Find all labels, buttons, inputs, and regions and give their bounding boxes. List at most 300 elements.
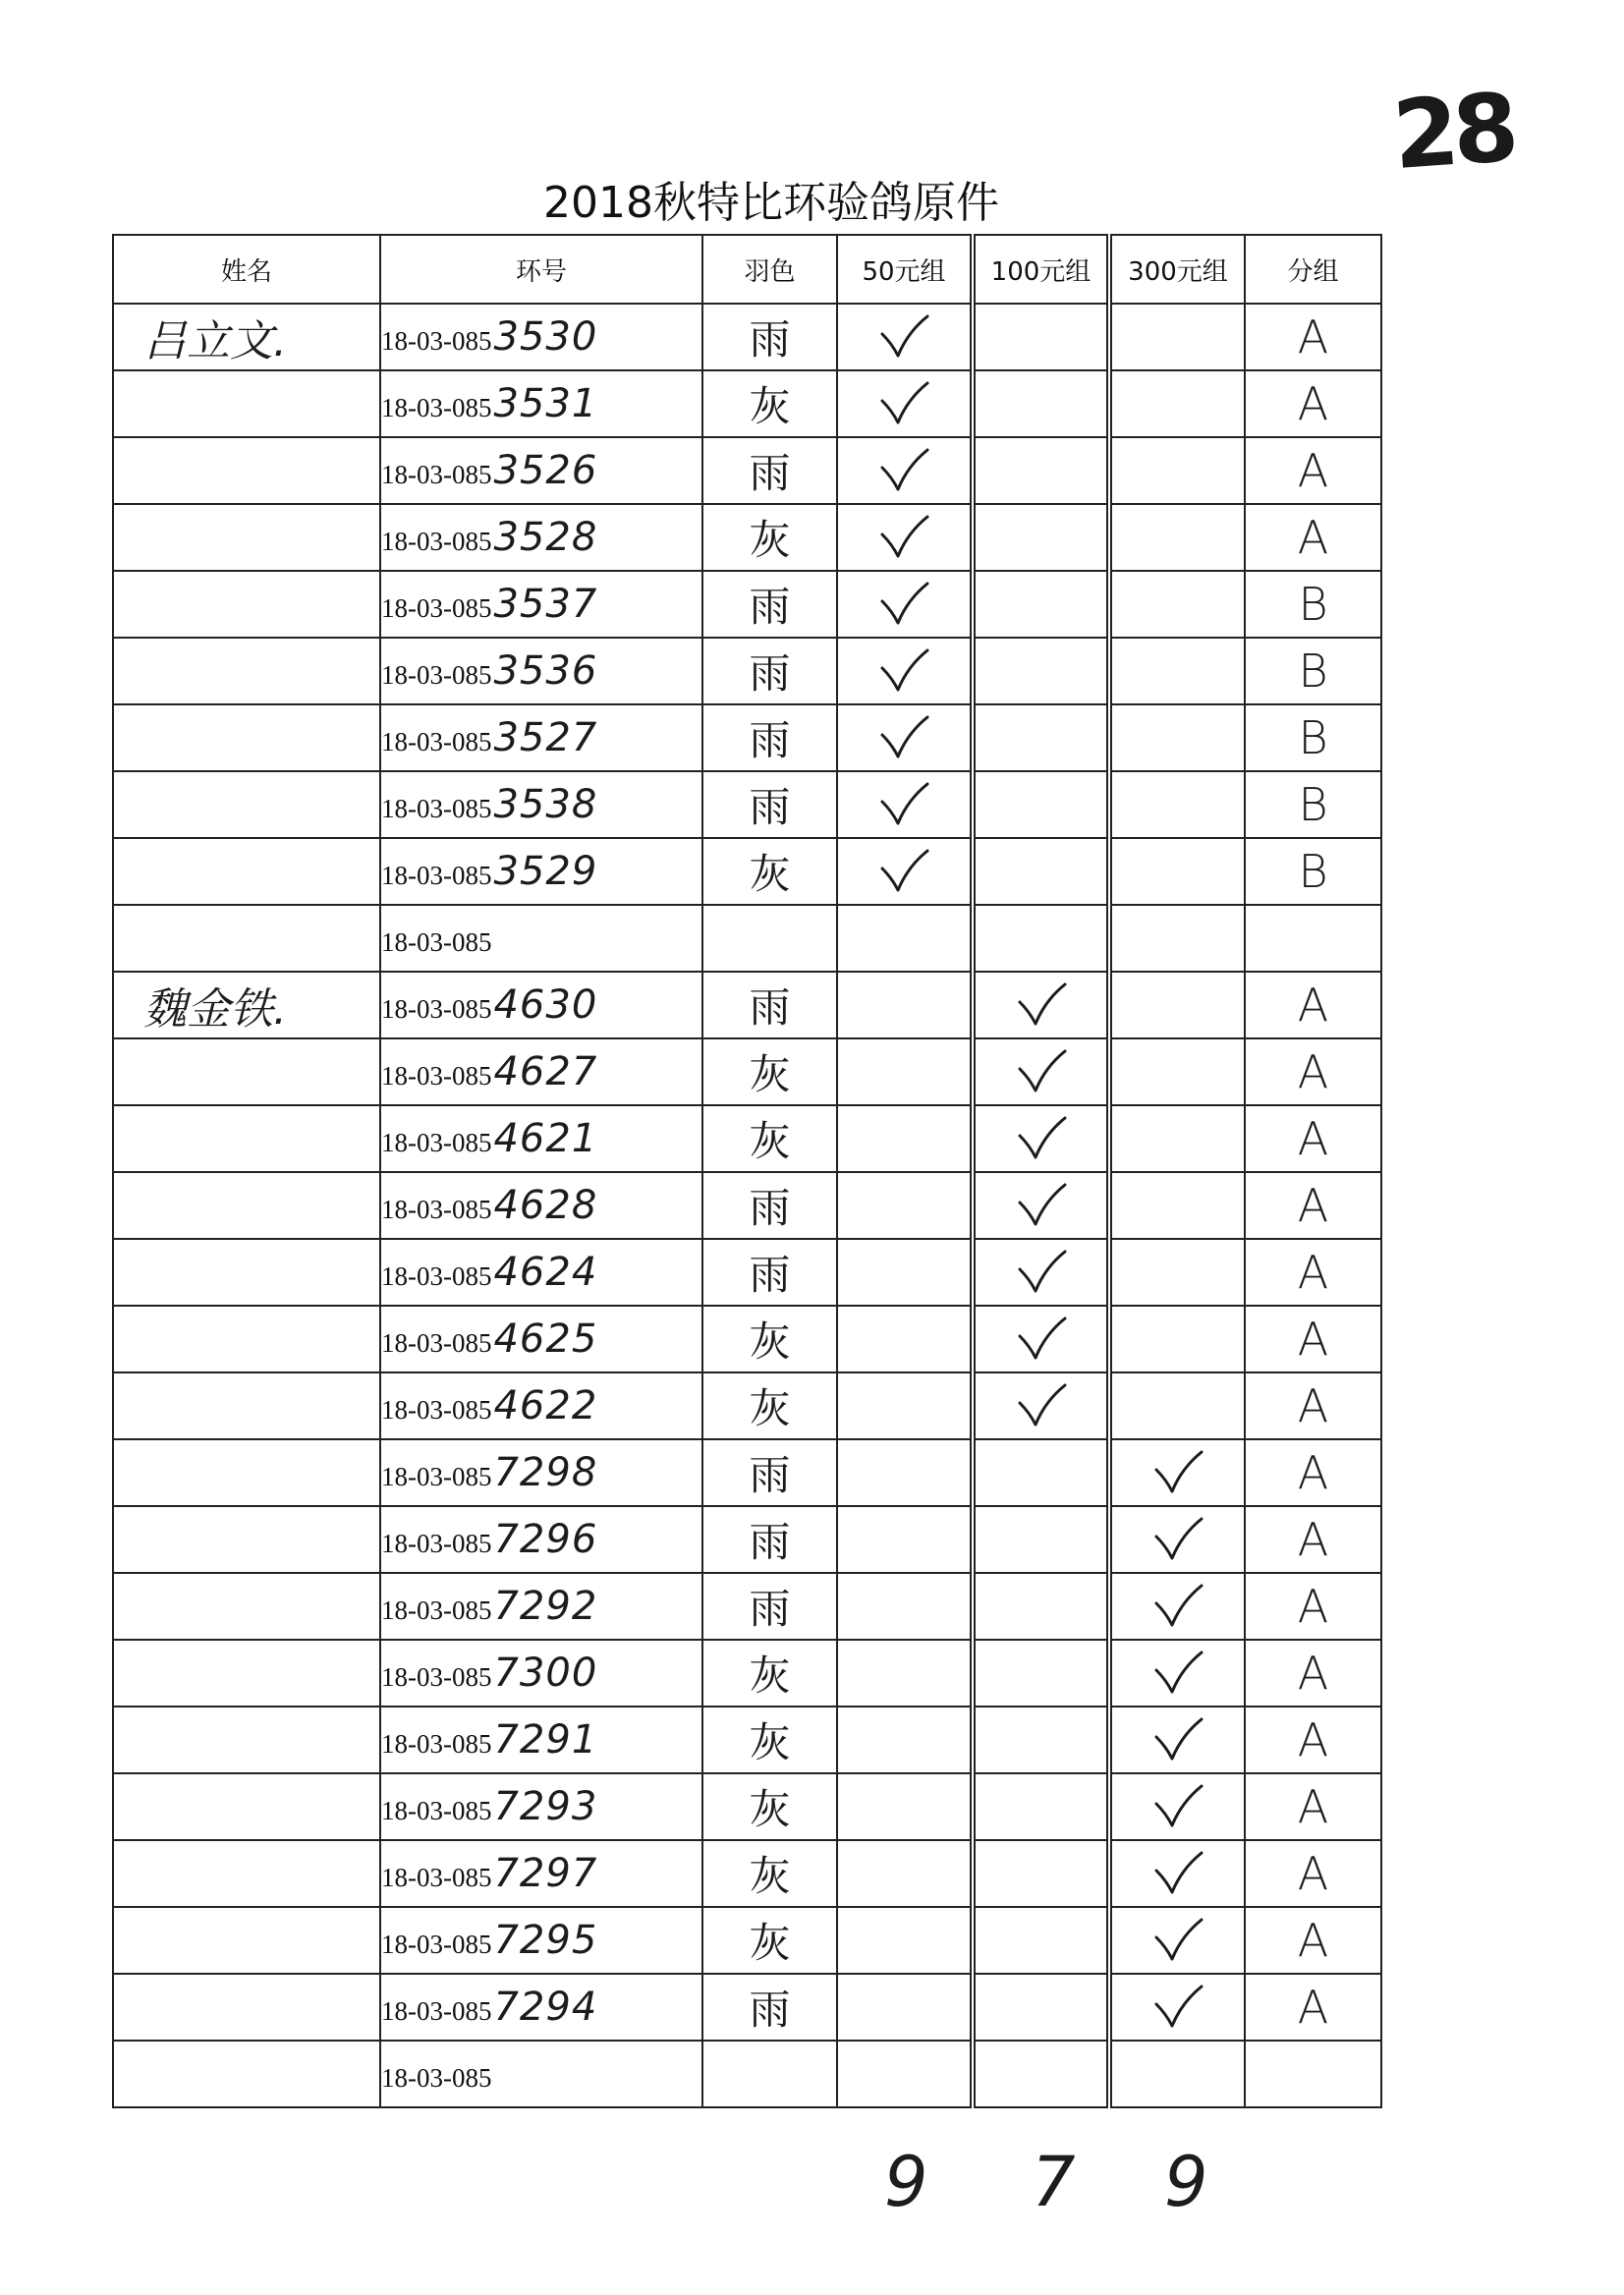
owner-name	[114, 1782, 143, 1832]
group-cell	[1245, 1974, 1381, 2041]
ring-suffix: 3537	[493, 582, 598, 627]
table-row	[113, 304, 1381, 370]
tier-100-cell	[973, 838, 1109, 905]
ring-number-cell	[380, 1172, 702, 1239]
feather-color: 灰	[749, 1117, 791, 1165]
owner-name	[114, 446, 143, 496]
owner-name	[114, 2049, 143, 2099]
tier-50-cell	[837, 838, 973, 905]
tier-100-cell	[973, 1172, 1109, 1239]
table-row	[113, 838, 1381, 905]
tier-300-cell	[1109, 1506, 1245, 1573]
check-mark-icon	[1152, 1985, 1204, 2030]
tier-100-cell	[973, 1974, 1109, 2041]
owner-name	[114, 379, 143, 429]
feather-color: 灰	[749, 382, 791, 430]
ring-number-cell	[380, 1105, 702, 1172]
table-row	[113, 1640, 1381, 1707]
tier-100-cell	[973, 1773, 1109, 1840]
group-cell	[1245, 1439, 1381, 1506]
ring-number-cell	[380, 1239, 702, 1306]
ring-prefix: 18-03-085	[381, 660, 492, 690]
tier-100-cell	[973, 2041, 1109, 2107]
table-row	[113, 1439, 1381, 1506]
tier-50-cell	[837, 1907, 973, 1974]
tier-50-cell	[837, 1105, 973, 1172]
ring-prefix: 18-03-085	[381, 1863, 492, 1892]
group-cell	[1245, 1172, 1381, 1239]
check-mark-icon	[1152, 1584, 1204, 1629]
owner-name	[114, 1114, 143, 1164]
ring-number-cell	[380, 1974, 702, 2041]
tier-300-cell	[1109, 370, 1245, 437]
ring-suffix: 7295	[493, 1918, 598, 1963]
group-letter: A	[1297, 1647, 1329, 1700]
group-cell	[1245, 1105, 1381, 1172]
tier-100-cell	[973, 1038, 1109, 1105]
tier-100-cell	[973, 437, 1109, 504]
table-row	[113, 771, 1381, 838]
owner-name	[114, 1448, 143, 1498]
ring-suffix: 3527	[493, 715, 598, 760]
check-mark-icon	[1152, 1450, 1204, 1495]
tier-50-cell	[837, 1038, 973, 1105]
feather-color: 灰	[749, 516, 791, 564]
owner-name	[114, 713, 143, 763]
feather-color-cell	[702, 838, 837, 905]
ring-number-cell	[380, 1840, 702, 1907]
owner-name-cell	[113, 1439, 380, 1506]
owner-name	[114, 1582, 143, 1632]
table-row	[113, 571, 1381, 638]
feather-color: 灰	[749, 850, 791, 898]
ring-prefix: 18-03-085	[381, 2063, 492, 2093]
owner-name	[114, 1715, 143, 1765]
ring-suffix: 4628	[493, 1183, 598, 1228]
ring-number-cell	[380, 838, 702, 905]
feather-color-cell	[702, 1707, 837, 1773]
owner-name-cell	[113, 504, 380, 571]
ring-suffix: 3528	[493, 515, 598, 560]
feather-color: 雨	[749, 649, 791, 698]
ring-suffix: 7300	[493, 1651, 598, 1696]
tier-50-cell	[837, 1773, 973, 1840]
ring-suffix: 3538	[493, 782, 598, 827]
owner-name	[114, 1849, 143, 1899]
tier-50-cell	[837, 1840, 973, 1907]
feather-color-cell	[702, 1306, 837, 1372]
feather-color: 雨	[749, 315, 791, 364]
feather-color-cell	[702, 437, 837, 504]
ring-number-cell	[380, 905, 702, 972]
ring-suffix: 7294	[493, 1985, 598, 2030]
tier-100-cell	[973, 1907, 1109, 1974]
owner-name	[114, 580, 143, 630]
feather-color: 雨	[749, 1451, 791, 1499]
group-letter: B	[1298, 711, 1328, 764]
feather-color: 灰	[749, 1718, 791, 1766]
pigeon-records-table	[112, 234, 1382, 2108]
feather-color-cell	[702, 370, 837, 437]
ring-suffix: 7292	[493, 1584, 598, 1629]
tier-300-cell	[1109, 838, 1245, 905]
owner-name-cell	[113, 1640, 380, 1707]
ring-prefix: 18-03-085	[381, 1128, 492, 1157]
feather-color: 雨	[749, 983, 791, 1032]
owner-name	[114, 780, 143, 830]
owner-name-cell	[113, 1840, 380, 1907]
group-cell	[1245, 704, 1381, 771]
ring-prefix: 18-03-085	[381, 1061, 492, 1091]
feather-color: 灰	[749, 1384, 791, 1432]
check-mark-icon	[878, 715, 929, 760]
table-row	[113, 1707, 1381, 1773]
group-cell	[1245, 1506, 1381, 1573]
group-cell	[1245, 1707, 1381, 1773]
check-mark-icon	[1152, 1851, 1204, 1896]
check-mark-icon	[878, 314, 929, 360]
group-cell	[1245, 838, 1381, 905]
table-row	[113, 1506, 1381, 1573]
group-letter: A	[1297, 377, 1329, 430]
tier-100-cell	[973, 504, 1109, 571]
check-mark-icon	[1016, 1116, 1067, 1161]
ring-number-cell	[380, 1306, 702, 1372]
ring-prefix: 18-03-085	[381, 1195, 492, 1224]
tier-300-cell	[1109, 1239, 1245, 1306]
check-mark-icon	[1152, 1918, 1204, 1963]
owner-name-cell	[113, 437, 380, 504]
feather-color-cell	[702, 1439, 837, 1506]
tier-100-cell	[973, 304, 1109, 370]
tier-100-cell	[973, 1439, 1109, 1506]
ring-prefix: 18-03-085	[381, 927, 492, 957]
tier-300-cell	[1109, 1105, 1245, 1172]
ring-suffix: 4622	[493, 1383, 598, 1428]
ring-number-cell	[380, 1439, 702, 1506]
feather-color: 灰	[749, 1785, 791, 1833]
feather-color: 灰	[749, 1317, 791, 1366]
feather-color: 雨	[749, 583, 791, 631]
ring-prefix: 18-03-085	[381, 393, 492, 422]
page-number-handwritten: 28	[1389, 72, 1517, 192]
group-letter: A	[1297, 1313, 1329, 1366]
owner-name-cell	[113, 1974, 380, 2041]
ring-prefix: 18-03-085	[381, 1462, 492, 1491]
owner-name	[114, 1515, 143, 1565]
tier-50-cell	[837, 1506, 973, 1573]
owner-name-cell	[113, 1573, 380, 1640]
owner-name	[114, 513, 143, 563]
tier-300-cell	[1109, 972, 1245, 1038]
footer-handwritten-marks	[0, 2142, 1624, 2240]
feather-color: 雨	[749, 783, 791, 831]
group-cell	[1245, 1840, 1381, 1907]
tier-50-cell	[837, 1239, 973, 1306]
check-mark-icon	[1016, 982, 1067, 1028]
check-mark-icon	[1016, 1383, 1067, 1428]
group-cell	[1245, 638, 1381, 704]
owner-name-cell	[113, 370, 380, 437]
header-300-tier: 300元组	[1109, 235, 1245, 304]
ring-suffix: 7291	[493, 1717, 598, 1763]
group-letter: B	[1298, 644, 1328, 698]
tier-300-cell	[1109, 1038, 1245, 1105]
tier-300-cell	[1109, 704, 1245, 771]
feather-color-cell	[702, 1172, 837, 1239]
group-cell	[1245, 1306, 1381, 1372]
check-mark-icon	[1016, 1049, 1067, 1094]
tier-300-cell	[1109, 638, 1245, 704]
table-row	[113, 1974, 1381, 2041]
owner-name	[114, 646, 143, 697]
tier-300-cell	[1109, 1773, 1245, 1840]
tier-300-cell	[1109, 1640, 1245, 1707]
tier-50-cell	[837, 1974, 973, 2041]
owner-name-cell	[113, 638, 380, 704]
tier-50-cell	[837, 504, 973, 571]
feather-color-cell	[702, 704, 837, 771]
tier-300-cell	[1109, 1707, 1245, 1773]
owner-name-cell	[113, 1506, 380, 1573]
feather-color-cell	[702, 1239, 837, 1306]
ring-prefix: 18-03-085	[381, 593, 492, 623]
ring-suffix: 7297	[493, 1851, 598, 1896]
feather-color-cell	[702, 1506, 837, 1573]
tier-50-cell	[837, 1306, 973, 1372]
check-mark-icon	[1152, 1517, 1204, 1562]
tier-300-cell	[1109, 1974, 1245, 2041]
tier-300-cell	[1109, 2041, 1245, 2107]
table-row	[113, 1907, 1381, 1974]
owner-name-cell	[113, 704, 380, 771]
ring-suffix: 7296	[493, 1517, 598, 1562]
tier-100-cell	[973, 638, 1109, 704]
tier-50-cell	[837, 771, 973, 838]
tier-300-cell	[1109, 1907, 1245, 1974]
ring-number-cell	[380, 1773, 702, 1840]
group-letter: A	[1297, 1446, 1329, 1499]
tier-50-cell	[837, 972, 973, 1038]
owner-name-cell	[113, 2041, 380, 2107]
group-letter: A	[1297, 1780, 1329, 1833]
tier-50-cell	[837, 704, 973, 771]
tier-50-cell	[837, 1573, 973, 1640]
feather-color-cell	[702, 1974, 837, 2041]
ring-prefix: 18-03-085	[381, 1996, 492, 2026]
header-50-tier: 50元组	[837, 235, 973, 304]
ring-number-cell	[380, 437, 702, 504]
feather-color-cell	[702, 1840, 837, 1907]
tier-300-cell	[1109, 1439, 1245, 1506]
ring-number-cell	[380, 1038, 702, 1105]
group-cell	[1245, 972, 1381, 1038]
ring-number-cell	[380, 571, 702, 638]
owner-name-cell	[113, 1907, 380, 1974]
ring-number-cell	[380, 771, 702, 838]
tier-300-cell	[1109, 1306, 1245, 1372]
tier-100-cell	[973, 1707, 1109, 1773]
feather-color-cell	[702, 771, 837, 838]
check-mark-icon	[878, 515, 929, 560]
tier-300-cell	[1109, 905, 1245, 972]
ring-prefix: 18-03-085	[381, 1729, 492, 1759]
table-row	[113, 638, 1381, 704]
feather-color: 雨	[749, 1986, 791, 2034]
feather-color-cell	[702, 1773, 837, 1840]
tier-100-cell	[973, 1640, 1109, 1707]
ring-prefix: 18-03-085	[381, 1529, 492, 1558]
feather-color: 灰	[749, 1919, 791, 1967]
feather-color: 灰	[749, 1852, 791, 1900]
feather-color-cell	[702, 304, 837, 370]
feather-color-cell	[702, 972, 837, 1038]
ring-suffix: 3536	[493, 648, 598, 694]
tier-300-cell	[1109, 771, 1245, 838]
ring-prefix: 18-03-085	[381, 1930, 492, 1959]
table-row	[113, 1038, 1381, 1105]
check-mark-icon	[1016, 1183, 1067, 1228]
owner-name-cell	[113, 1306, 380, 1372]
group-cell	[1245, 304, 1381, 370]
feather-color-cell	[702, 1372, 837, 1439]
check-mark-icon	[1152, 1784, 1204, 1829]
owner-name	[114, 1381, 143, 1431]
owner-name-cell	[113, 1372, 380, 1439]
ring-suffix: 4624	[493, 1250, 598, 1295]
table-row	[113, 1372, 1381, 1439]
owner-name-cell	[113, 1239, 380, 1306]
group-letter: A	[1297, 1713, 1329, 1766]
ring-prefix: 18-03-085	[381, 527, 492, 556]
group-letter: A	[1297, 1379, 1329, 1432]
ring-number-cell	[380, 1707, 702, 1773]
feather-color-cell	[702, 638, 837, 704]
owner-name	[114, 1916, 143, 1966]
ring-suffix: 7293	[493, 1784, 598, 1829]
feather-color-cell	[702, 2041, 837, 2107]
ring-prefix: 18-03-085	[381, 994, 492, 1024]
group-cell	[1245, 905, 1381, 972]
owner-name	[114, 1649, 143, 1699]
feather-color-cell	[702, 1640, 837, 1707]
footer-mark: 9	[1164, 2142, 1208, 2222]
table-row	[113, 905, 1381, 972]
owner-name	[114, 1983, 143, 2033]
owner-name: 吕立文.	[143, 316, 287, 366]
ring-prefix: 18-03-085	[381, 1796, 492, 1825]
owner-name	[114, 1315, 143, 1365]
group-cell	[1245, 1773, 1381, 1840]
footer-mark: 7	[1032, 2142, 1076, 2222]
header-name: 姓名	[113, 235, 380, 304]
owner-name-cell	[113, 1172, 380, 1239]
ring-suffix: 4630	[493, 982, 598, 1028]
group-cell	[1245, 1640, 1381, 1707]
tier-50-cell	[837, 905, 973, 972]
owner-name-cell	[113, 571, 380, 638]
group-cell	[1245, 2041, 1381, 2107]
check-mark-icon	[1016, 1316, 1067, 1362]
owner-name	[114, 1047, 143, 1097]
tier-100-cell	[973, 1306, 1109, 1372]
tier-100-cell	[973, 1239, 1109, 1306]
tier-100-cell	[973, 571, 1109, 638]
table-row	[113, 972, 1381, 1038]
tier-50-cell	[837, 571, 973, 638]
group-letter: A	[1297, 444, 1329, 497]
table-row	[113, 2041, 1381, 2107]
table-row	[113, 1172, 1381, 1239]
feather-color: 灰	[749, 1050, 791, 1098]
ring-number-cell	[380, 1640, 702, 1707]
tier-50-cell	[837, 1172, 973, 1239]
feather-color: 雨	[749, 449, 791, 497]
owner-name-cell	[113, 1105, 380, 1172]
table-header-row	[113, 235, 1381, 304]
tier-300-cell	[1109, 304, 1245, 370]
ring-prefix: 18-03-085	[381, 460, 492, 489]
ring-suffix: 4627	[493, 1049, 598, 1094]
ring-prefix: 18-03-085	[381, 794, 492, 823]
group-cell	[1245, 571, 1381, 638]
ring-prefix: 18-03-085	[381, 1595, 492, 1625]
document-title: 2018秋特比环验鸽原件	[543, 178, 999, 228]
table-row	[113, 1105, 1381, 1172]
feather-color: 雨	[749, 716, 791, 764]
group-letter: A	[1297, 1513, 1329, 1566]
feather-color-cell	[702, 905, 837, 972]
owner-name-cell	[113, 1773, 380, 1840]
table-row	[113, 370, 1381, 437]
group-letter: A	[1297, 1112, 1329, 1165]
check-mark-icon	[1016, 1250, 1067, 1295]
ring-number-cell	[380, 1506, 702, 1573]
check-mark-icon	[878, 381, 929, 426]
group-letter: A	[1297, 1580, 1329, 1633]
ring-number-cell	[380, 1907, 702, 1974]
feather-color-cell	[702, 1038, 837, 1105]
owner-name-cell	[113, 1707, 380, 1773]
group-cell	[1245, 1038, 1381, 1105]
header-ring-number: 环号	[380, 235, 702, 304]
tier-50-cell	[837, 638, 973, 704]
header-100-tier: 100元组	[973, 235, 1109, 304]
ring-suffix: 3531	[493, 381, 598, 426]
check-mark-icon	[878, 448, 929, 493]
tier-100-cell	[973, 1573, 1109, 1640]
tier-50-cell	[837, 2041, 973, 2107]
group-cell	[1245, 771, 1381, 838]
owner-name	[114, 914, 143, 964]
group-letter: A	[1297, 310, 1329, 364]
group-cell	[1245, 1573, 1381, 1640]
table-row	[113, 1239, 1381, 1306]
ring-number-cell	[380, 2041, 702, 2107]
tier-300-cell	[1109, 1172, 1245, 1239]
table-row	[113, 1773, 1381, 1840]
group-letter: A	[1297, 1045, 1329, 1098]
tier-100-cell	[973, 905, 1109, 972]
ring-number-cell	[380, 1372, 702, 1439]
feather-color: 雨	[749, 1585, 791, 1633]
tier-50-cell	[837, 1439, 973, 1506]
tier-100-cell	[973, 972, 1109, 1038]
tier-100-cell	[973, 370, 1109, 437]
ring-suffix: 3526	[493, 448, 598, 493]
ring-number-cell	[380, 704, 702, 771]
group-letter: A	[1297, 511, 1329, 564]
